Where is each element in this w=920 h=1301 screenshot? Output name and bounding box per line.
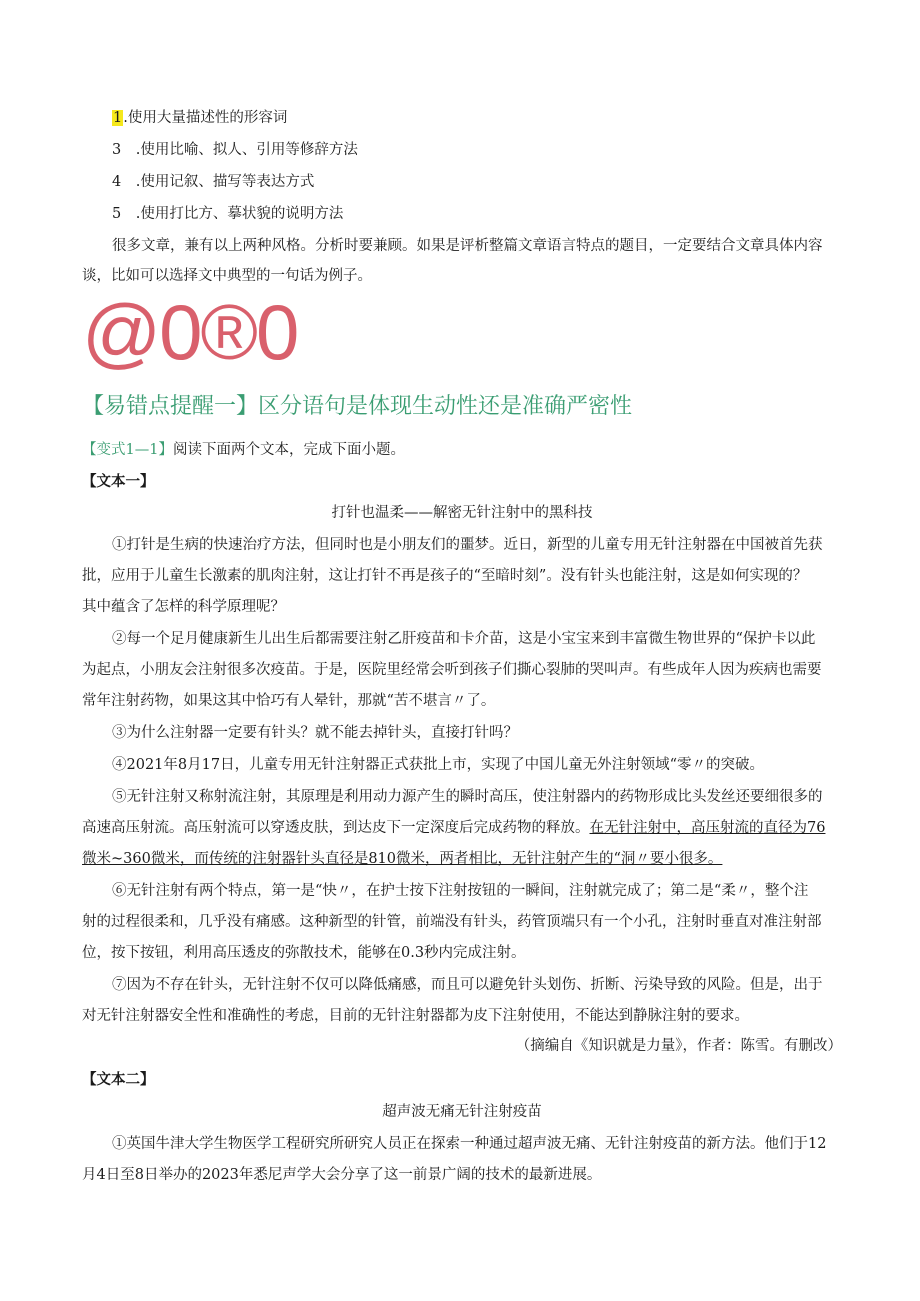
text1-p2-line1: ②每一个足月健康新生儿出生后都需要注射乙肝疫苗和卡介苗，这是小宝宝来到丰富微生物世界的“保护卡以此	[112, 631, 816, 647]
text1-p1-line1: ①打针是生病的快速治疗方法，但同时也是小朋友们的噩梦。近日，新型的儿童专用无针注射器在中国被首先获	[112, 537, 823, 553]
text1-source: （摘编自《知识就是力量》，作者：陈雪。有删改）	[515, 1038, 842, 1054]
text2-title: 超声波无痛无针注射疫苗	[382, 1104, 542, 1120]
text1-p1-line3: 其中蕴含了怎样的科学原理呢？	[82, 599, 285, 615]
text1-p6-line3: 位，按下按钮，利用高压透皮的弥散技术，能够在0.3秒内完成注射。	[82, 945, 526, 961]
text2-p1-line2: 月4日至8日举办的2023年悉尼声学大会分享了这一前景广阔的技术的最新进展。	[82, 1167, 602, 1183]
text1-p3: ③为什么注射器一定要有针头？就不能去掉针头，直接打针吗？	[112, 725, 518, 741]
list-item-2: 3 .使用比喻、拟人、引用等修辞方法	[112, 142, 358, 158]
text1-title: 打针也温柔——解密无针注射中的黑科技	[331, 505, 593, 521]
text1-p5-line2-a: 高速高压射流。高压射流可以穿透皮肤，到达皮下一定深度后完成药物的释放。	[82, 820, 590, 836]
summary-line-2: 谈，比如可以选择文中典型的一句话为例子。	[82, 268, 372, 284]
variant-instruction	[82, 440, 842, 460]
text2-p1-line1: ①英国牛津大学生物医学工程研究所研究人员正在探索一种通过超声波无痛、无针注射疫苗的新方法。他们于12	[112, 1136, 827, 1152]
list-item-1-text: .使用大量描述性的形容词	[123, 110, 288, 126]
text1-p7-line1: ⑦因为不存在针头，无针注射不仅可以降低痛感，而且可以避免针头划伤、折断、污染导致的风险。但是，出于	[112, 977, 823, 993]
text1-p5-line2	[82, 818, 842, 838]
text2-label: 【文本二】	[82, 1072, 155, 1088]
variant-text: 阅读下面两个文本，完成下面小题。	[172, 442, 405, 458]
text1-p1-line2: 批，应用于儿童生长激素的肌肉注射，这让打针不再是孩子的“至暗时刻”。没有针头也能注射，这是如何实现的？	[82, 568, 808, 584]
text1-label: 【文本一】	[82, 474, 155, 490]
variant-tag: 【变式1—1】	[82, 442, 173, 458]
tip-title: 【易错点提醒一】区分语句是体现生动性还是准确严密性	[82, 394, 633, 419]
text1-p6-line2: 射的过程很柔和，几乎没有痛感。这种新型的针管，前端没有针头，药管顶端只有一个小孔，注射时垂直对准注射部	[82, 914, 822, 930]
text1-p7-line2: 对无针注射器安全性和准确性的考虑，目前的无针注射器都为皮下注射使用，不能达到静脉注射的要求。	[82, 1008, 749, 1024]
highlighted-number: 1	[113, 110, 123, 126]
list-item-1	[112, 108, 872, 128]
list-item-3: 4 .使用记叙、描写等表达方式	[112, 174, 315, 190]
text1-p2-line3: 常年注射药物，如果这其中恰巧有人晕针，那就“苦不堪言〃了。	[82, 693, 496, 709]
text1-p6-line1: ⑥无针注射有两个特点，第一是“快〃，在护士按下注射按钮的一瞬间，注射就完成了；第二是“柔〃，整个注	[112, 883, 809, 899]
text1-p5-line3	[82, 849, 842, 869]
text1-p4: ④2021年8月17日，儿童专用无针注射器正式获批上市，实现了中国儿童无外注射领域“零〃的突破。	[112, 757, 764, 773]
underlined-sentence: 在无针注射中，高压射流的直径为76	[589, 820, 826, 836]
underlined-sentence-cont: 微米~360微米，而传统的注射器针头直径是810微米，两者相比，无针注射产生的“洞〃要小很多。	[82, 851, 723, 867]
summary-line-1: 很多文章，兼有以上两种风格。分析时要兼顾。如果是评析整篇文章语言特点的题目，一定要结合文章具体内容	[112, 238, 823, 254]
text1-p2-line2: 为起点，小朋友会注射很多次疫苗。于是，医院里经常会听到孩子们撕心裂肺的哭叫声。有些成年人因为疾病也需要	[82, 662, 822, 678]
decorative-logo-text: @0®0	[82, 288, 298, 376]
text1-p5-line1: ⑤无针注射又称射流注射，其原理是利用动力源产生的瞬时高压，使注射器内的药物形成比头发丝还要细很多的	[112, 789, 823, 805]
list-item-4: 5 .使用打比方、摹状貌的说明方法	[112, 206, 344, 222]
